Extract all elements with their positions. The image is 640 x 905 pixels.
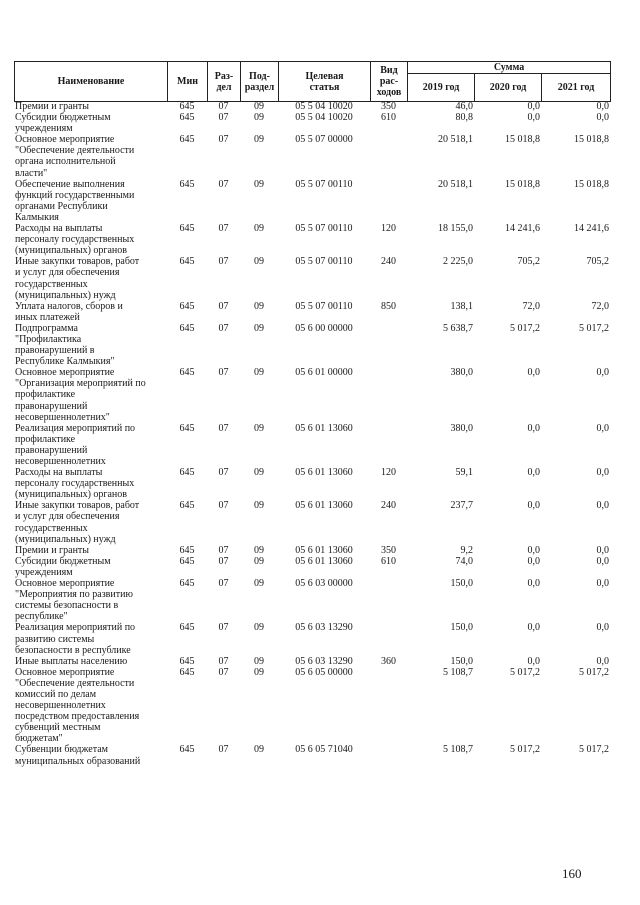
- row-podrazdel-cell: 09: [254, 223, 264, 235]
- table-row: [14, 467, 610, 500]
- table-row: [14, 578, 610, 622]
- row-2020-cell: 705,2: [517, 256, 540, 268]
- row-min-cell: 645: [179, 256, 195, 268]
- row-2019-cell: 380,0: [450, 422, 473, 434]
- row-name-cell: Премии и гранты: [15, 101, 90, 112]
- row-vid-cell: 240: [381, 256, 396, 268]
- row-2019-cell: 138,1: [450, 300, 473, 312]
- row-min-cell: 645: [179, 322, 195, 334]
- row-razdel-cell: 07: [218, 112, 229, 124]
- table-header: [14, 61, 611, 102]
- row-2020-cell: 72,0: [522, 300, 540, 312]
- table-row: [14, 656, 610, 667]
- row-2020-cell: 0,0: [527, 467, 540, 479]
- row-name-cell: Подпрограмма "Профилактика правонарушений в Республике Калмыкия": [15, 322, 115, 368]
- table-row: [14, 423, 610, 467]
- row-2019-cell: 80,8: [455, 112, 473, 124]
- row-podrazdel-cell: 09: [254, 101, 264, 112]
- row-name-cell: Реализация мероприятий по развитию системы безопасности в республике: [15, 622, 136, 656]
- row-min-cell: 645: [179, 500, 195, 512]
- table-row: [14, 134, 610, 178]
- row-vid-cell: 120: [381, 467, 396, 479]
- row-2019-cell: 237,7: [450, 500, 473, 512]
- row-2020-cell: 5 017,2: [510, 744, 540, 756]
- row-razdel-cell: 07: [218, 178, 229, 190]
- row-2019-cell: 2 225,0: [443, 256, 473, 268]
- row-vid-cell: 850: [381, 300, 396, 312]
- row-stat-cell: 05 6 01 13060: [295, 555, 353, 567]
- row-name-cell: Основное мероприятие "Организация мероприятий по профилактике правонарушений несовершеннолетних": [15, 367, 146, 423]
- row-min-cell: 645: [179, 666, 195, 678]
- row-vid-cell: [370, 578, 407, 622]
- row-2021-cell: 5 017,2: [579, 666, 609, 678]
- row-name-cell: Расходы на выплаты персоналу государственных (муниципальных) органов: [15, 467, 135, 501]
- table-row: [14, 744, 610, 766]
- row-min-cell: 645: [179, 367, 195, 379]
- row-2021-cell: 72,0: [591, 300, 609, 312]
- row-podrazdel-cell: 09: [254, 467, 264, 479]
- row-name-cell: Обеспечение выполнения функций государственными органами Республики Калмыкия: [15, 178, 135, 223]
- row-2019-cell: 74,0: [455, 555, 473, 567]
- row-name-cell: Иные закупки товаров, работ и услуг для обеспечения государственных (муниципальных) нужд: [15, 500, 140, 545]
- row-min-cell: 645: [179, 655, 195, 667]
- row-stat-cell: 05 6 01 13060: [295, 500, 353, 512]
- row-stat-cell: 05 5 07 00000: [295, 134, 353, 146]
- row-stat-cell: 05 6 00 00000: [295, 322, 353, 334]
- row-2021-cell: 0,0: [596, 112, 609, 124]
- row-min-cell: 645: [179, 178, 195, 190]
- row-vid-cell: [370, 323, 407, 367]
- row-podrazdel-cell: 09: [254, 112, 264, 124]
- table-row: [14, 112, 610, 134]
- row-2019-cell: 20 518,1: [438, 134, 473, 146]
- row-stat-cell: 05 5 07 00110: [295, 300, 353, 312]
- row-min-cell: 645: [179, 134, 195, 146]
- row-razdel-cell: 07: [218, 622, 229, 634]
- table-row: [14, 500, 610, 544]
- row-podrazdel-cell: 09: [254, 555, 264, 567]
- row-vid-cell: 350: [381, 101, 396, 112]
- row-razdel-cell: 07: [218, 578, 229, 590]
- row-min-cell: 645: [179, 422, 195, 434]
- row-2020-cell: 0,0: [527, 578, 540, 590]
- row-2020-cell: 15 018,8: [505, 178, 540, 190]
- row-2021-cell: 5 017,2: [579, 322, 609, 334]
- row-stat-cell: 05 6 03 13290: [295, 622, 353, 634]
- row-razdel-cell: 07: [218, 467, 229, 479]
- table-row: [14, 367, 610, 422]
- row-podrazdel-cell: 09: [254, 622, 264, 634]
- row-min-cell: 645: [179, 101, 195, 112]
- row-2019-cell: 5 108,7: [443, 666, 473, 678]
- row-min-cell: 645: [179, 555, 195, 567]
- col-2019-header: 2019 год: [408, 74, 475, 102]
- row-razdel-cell: 07: [218, 500, 229, 512]
- row-podrazdel-cell: 09: [254, 300, 264, 312]
- budget-table: [14, 101, 610, 767]
- row-name-cell: Реализация мероприятий по профилактике правонарушений несовершеннолетних: [15, 422, 136, 467]
- row-stat-cell: 05 5 07 00110: [295, 223, 353, 235]
- row-min-cell: 645: [179, 578, 195, 590]
- row-vid-cell: [370, 423, 407, 467]
- row-2021-cell: 15 018,8: [574, 178, 609, 190]
- row-2021-cell: 0,0: [596, 544, 609, 556]
- row-2019-cell: 150,0: [450, 655, 473, 667]
- table-row: [14, 256, 610, 300]
- row-2020-cell: 0,0: [527, 544, 540, 556]
- row-name-cell: Уплата налогов, сборов и иных платежей: [15, 300, 123, 323]
- table-row: [14, 323, 610, 367]
- row-vid-cell: [370, 744, 407, 766]
- row-stat-cell: 05 6 03 13290: [295, 655, 353, 667]
- row-vid-cell: [370, 667, 407, 745]
- row-podrazdel-cell: 09: [254, 500, 264, 512]
- page-number: 160: [562, 866, 582, 881]
- row-min-cell: 645: [179, 300, 195, 312]
- col-summa-header: Сумма: [408, 62, 611, 74]
- table-row: [14, 545, 610, 556]
- row-name-cell: Расходы на выплаты персоналу государственных (муниципальных) органов: [15, 223, 135, 257]
- row-name-cell: Субсидии бюджетным учреждениям: [15, 112, 111, 135]
- row-2021-cell: 14 241,6: [574, 223, 609, 235]
- row-stat-cell: 05 5 07 00110: [295, 178, 353, 190]
- row-2020-cell: 0,0: [527, 101, 540, 112]
- table-row: [14, 622, 610, 655]
- row-2020-cell: 5 017,2: [510, 322, 540, 334]
- row-vid-cell: [370, 622, 407, 655]
- row-min-cell: 645: [179, 622, 195, 634]
- row-name-cell: Премии и гранты: [15, 544, 90, 556]
- row-razdel-cell: 07: [218, 422, 229, 434]
- row-vid-cell: 610: [381, 555, 396, 567]
- row-vid-cell: [370, 134, 407, 178]
- row-razdel-cell: 07: [218, 256, 229, 268]
- row-podrazdel-cell: 09: [254, 256, 264, 268]
- row-name-cell: Основное мероприятие "Мероприятия по развитию системы безопасности в республике": [15, 578, 133, 623]
- row-razdel-cell: 07: [218, 555, 229, 567]
- row-min-cell: 645: [179, 223, 195, 235]
- row-2021-cell: 0,0: [596, 578, 609, 590]
- row-stat-cell: 05 6 01 13060: [295, 467, 353, 479]
- row-2019-cell: 380,0: [450, 367, 473, 379]
- row-2019-cell: 18 155,0: [438, 223, 473, 235]
- table-row: [14, 179, 610, 223]
- row-vid-cell: [370, 179, 407, 223]
- col-2021-header: 2021 год: [542, 74, 611, 102]
- row-podrazdel-cell: 09: [254, 666, 264, 678]
- row-2021-cell: 0,0: [596, 467, 609, 479]
- row-2021-cell: 15 018,8: [574, 134, 609, 146]
- row-razdel-cell: 07: [218, 655, 229, 667]
- row-2021-cell: 0,0: [596, 500, 609, 512]
- row-2021-cell: 0,0: [596, 422, 609, 434]
- row-stat-cell: 05 6 01 13060: [295, 422, 353, 434]
- row-2020-cell: 0,0: [527, 555, 540, 567]
- row-vid-cell: 610: [381, 112, 396, 124]
- row-2021-cell: 705,2: [586, 256, 609, 268]
- row-2021-cell: 0,0: [596, 655, 609, 667]
- col-2020-header: 2020 год: [475, 74, 542, 102]
- row-razdel-cell: 07: [218, 300, 229, 312]
- row-min-cell: 645: [179, 112, 195, 124]
- row-razdel-cell: 07: [218, 322, 229, 334]
- row-2020-cell: 0,0: [527, 422, 540, 434]
- row-name-cell: Субвенции бюджетам муниципальных образований: [15, 744, 141, 767]
- row-vid-cell: 120: [381, 223, 396, 235]
- row-razdel-cell: 07: [218, 544, 229, 556]
- row-2019-cell: 46,0: [455, 101, 473, 112]
- row-2020-cell: 0,0: [527, 655, 540, 667]
- row-razdel-cell: 07: [218, 666, 229, 678]
- row-vid-cell: 360: [381, 655, 396, 667]
- table-row: [14, 223, 610, 256]
- row-podrazdel-cell: 09: [254, 544, 264, 556]
- row-stat-cell: 05 5 04 10020: [295, 112, 353, 124]
- row-2020-cell: 5 017,2: [510, 666, 540, 678]
- table-row: [14, 556, 610, 578]
- row-min-cell: 645: [179, 744, 195, 756]
- row-name-cell: Иные закупки товаров, работ и услуг для обеспечения государственных (муниципальных) нужд: [15, 256, 140, 301]
- row-podrazdel-cell: 09: [254, 655, 264, 667]
- row-2020-cell: 0,0: [527, 112, 540, 124]
- row-2019-cell: 9,2: [460, 544, 473, 556]
- row-2019-cell: 20 518,1: [438, 178, 473, 190]
- col-vid-header: Вид рас- ходов: [371, 62, 408, 102]
- row-2021-cell: 0,0: [596, 555, 609, 567]
- row-2020-cell: 0,0: [527, 367, 540, 379]
- row-razdel-cell: 07: [218, 744, 229, 756]
- row-2019-cell: 59,1: [455, 467, 473, 479]
- row-2019-cell: 150,0: [450, 578, 473, 590]
- table-row: [14, 301, 610, 323]
- row-name-cell: Субсидии бюджетным учреждениям: [15, 555, 111, 578]
- row-2019-cell: 5 108,7: [443, 744, 473, 756]
- row-2019-cell: 5 638,7: [443, 322, 473, 334]
- col-razdel-header: Раз- дел: [208, 62, 241, 102]
- row-2021-cell: 0,0: [596, 622, 609, 634]
- row-stat-cell: 05 6 05 71040: [295, 744, 353, 756]
- row-vid-cell: 350: [381, 544, 396, 556]
- row-podrazdel-cell: 09: [254, 178, 264, 190]
- col-name-header: Наименование: [15, 62, 168, 102]
- row-razdel-cell: 07: [218, 367, 229, 379]
- row-min-cell: 645: [179, 467, 195, 479]
- table-row: [14, 667, 610, 745]
- row-2021-cell: 0,0: [596, 101, 609, 112]
- row-razdel-cell: 07: [218, 134, 229, 146]
- row-stat-cell: 05 6 01 13060: [295, 544, 353, 556]
- row-stat-cell: 05 6 03 00000: [295, 578, 353, 590]
- row-podrazdel-cell: 09: [254, 322, 264, 334]
- row-name-cell: Иные выплаты населению: [15, 655, 128, 667]
- row-name-cell: Основное мероприятие "Обеспечение деятельности комиссий по делам несовершеннолетних посредством предоставления субвенций местным бюджетам": [15, 666, 140, 745]
- row-stat-cell: 05 6 01 00000: [295, 367, 353, 379]
- row-name-cell: Основное мероприятие "Обеспечение деятельности органа исполнительной власти": [15, 134, 135, 179]
- row-podrazdel-cell: 09: [254, 422, 264, 434]
- row-vid-cell: 240: [381, 500, 396, 512]
- row-2020-cell: 14 241,6: [505, 223, 540, 235]
- row-stat-cell: 05 6 05 00000: [295, 666, 353, 678]
- row-2020-cell: 0,0: [527, 622, 540, 634]
- row-stat-cell: 05 5 04 10020: [295, 101, 353, 112]
- row-2020-cell: 0,0: [527, 500, 540, 512]
- row-podrazdel-cell: 09: [254, 134, 264, 146]
- row-2021-cell: 0,0: [596, 367, 609, 379]
- row-podrazdel-cell: 09: [254, 367, 264, 379]
- col-stat-header: Целевая статья: [279, 62, 371, 102]
- row-podrazdel-cell: 09: [254, 578, 264, 590]
- row-razdel-cell: 07: [218, 101, 229, 112]
- row-min-cell: 645: [179, 544, 195, 556]
- row-podrazdel-cell: 09: [254, 744, 264, 756]
- row-razdel-cell: 07: [218, 223, 229, 235]
- col-min-header: Мин: [168, 62, 208, 102]
- table-row: [14, 101, 610, 112]
- row-vid-cell: [370, 367, 407, 422]
- row-stat-cell: 05 5 07 00110: [295, 256, 353, 268]
- col-podrazdel-header: Под- раздел: [241, 62, 279, 102]
- row-2019-cell: 150,0: [450, 622, 473, 634]
- row-2021-cell: 5 017,2: [579, 744, 609, 756]
- row-2020-cell: 15 018,8: [505, 134, 540, 146]
